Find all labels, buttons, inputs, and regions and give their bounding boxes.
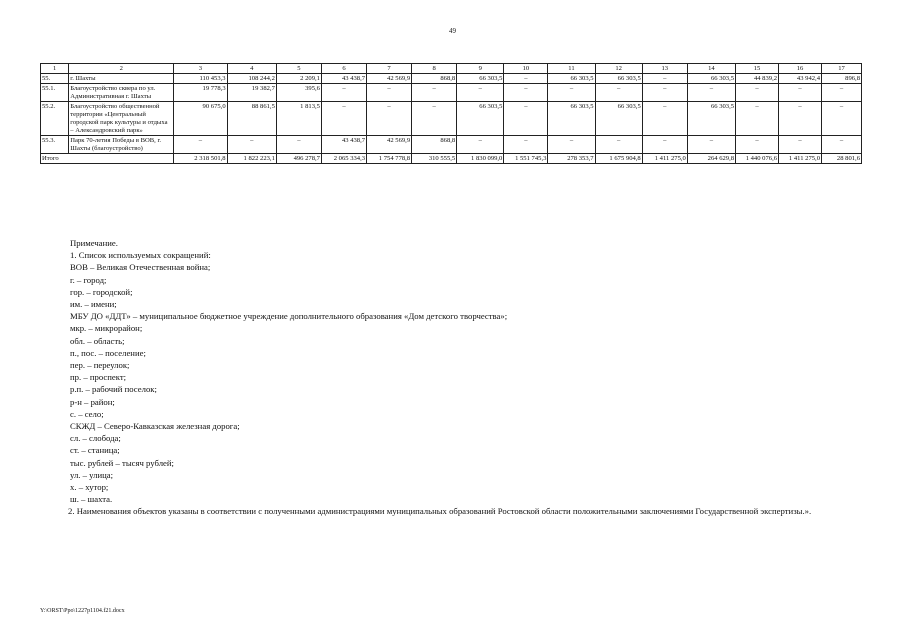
abbreviation-item: р-н – район; xyxy=(70,396,115,407)
table-cell: – xyxy=(595,136,642,154)
table-cell: – xyxy=(412,84,457,102)
total-cell: 1 551 745,3 xyxy=(504,154,548,164)
column-number: 5 xyxy=(276,64,321,74)
table-cell: – xyxy=(822,136,862,154)
column-number: 17 xyxy=(822,64,862,74)
total-cell: 496 278,7 xyxy=(276,154,321,164)
total-label: Итого xyxy=(41,154,174,164)
table-cell: 66 303,5 xyxy=(457,74,504,84)
footer-file-path: Y:\ORST\Ppo\1227p1104.f21.docx xyxy=(40,608,125,614)
table-cell: 868,8 xyxy=(412,74,457,84)
row-number: 55.2. xyxy=(41,102,69,136)
table-cell: – xyxy=(504,102,548,136)
column-number: 14 xyxy=(687,64,735,74)
table-cell: 108 244,2 xyxy=(227,74,276,84)
table-cell: 66 303,5 xyxy=(595,74,642,84)
table-cell: 2 209,1 xyxy=(276,74,321,84)
table-cell: – xyxy=(457,136,504,154)
notes-section xyxy=(70,237,862,518)
total-cell: 1 822 223,1 xyxy=(227,154,276,164)
abbreviation-item: мкр. – микрорайон; xyxy=(70,323,143,334)
table-cell: – xyxy=(687,136,735,154)
table-cell: 19 382,7 xyxy=(227,84,276,102)
column-number: 2 xyxy=(69,64,174,74)
object-name: Благоустройство общественной территории «Центральный городской парк культуры и отдыха – Александровский парк» xyxy=(69,102,174,136)
table-cell: 66 303,5 xyxy=(457,102,504,136)
abbreviation-item: им. – имени; xyxy=(70,299,117,310)
table-cell: 110 453,3 xyxy=(174,74,227,84)
table-cell: 66 303,5 xyxy=(687,102,735,136)
table-cell: – xyxy=(822,102,862,136)
table-cell: – xyxy=(457,84,504,102)
table-cell: – xyxy=(276,136,321,154)
column-number: 4 xyxy=(227,64,276,74)
table-row xyxy=(41,74,862,84)
table-cell: 43 942,4 xyxy=(779,74,822,84)
abbreviation-item: с. – село; xyxy=(70,408,104,419)
table-cell: – xyxy=(367,84,412,102)
table-cell: 19 778,3 xyxy=(174,84,227,102)
object-name: г. Шахты xyxy=(69,74,174,84)
row-number: 55.3. xyxy=(41,136,69,154)
table-cell: – xyxy=(779,102,822,136)
total-cell: 2 065 334,3 xyxy=(321,154,366,164)
total-cell: 28 801,6 xyxy=(822,154,862,164)
budget-table xyxy=(40,63,862,164)
table-cell: 42 569,9 xyxy=(367,74,412,84)
total-cell: 2 318 501,8 xyxy=(174,154,227,164)
table-cell: 66 303,5 xyxy=(687,74,735,84)
table-cell: 66 303,5 xyxy=(595,102,642,136)
total-cell: 310 555,5 xyxy=(412,154,457,164)
table-cell: – xyxy=(642,102,687,136)
abbreviation-item: пр. – проспект; xyxy=(70,372,127,383)
note-item-2: 2. Наименования объектов указаны в соответствии с полученными администрациями муниципальных образований Ростовской области положительными заключениями Государственной экспертизы.». xyxy=(68,506,812,517)
abbreviation-item: обл. – область; xyxy=(70,335,125,346)
table-cell: – xyxy=(321,84,366,102)
table-cell: – xyxy=(736,102,779,136)
table-column-numbers-row xyxy=(41,64,862,74)
table-cell: 88 861,5 xyxy=(227,102,276,136)
table-cell: – xyxy=(642,74,687,84)
object-name: Парк 70-летия Победы в ВОВ, г. Шахты (благоустройство) xyxy=(69,136,174,154)
table-cell: – xyxy=(779,136,822,154)
column-number: 9 xyxy=(457,64,504,74)
abbreviation-item: сл. – слобода; xyxy=(70,433,121,444)
total-cell: 1 440 076,6 xyxy=(736,154,779,164)
table-cell: 395,6 xyxy=(276,84,321,102)
page-number: 49 xyxy=(449,27,456,35)
abbreviations-title: 1. Список используемых сокращений: xyxy=(70,250,211,261)
table-cell: – xyxy=(321,102,366,136)
table-cell: 868,8 xyxy=(412,136,457,154)
column-number: 10 xyxy=(504,64,548,74)
abbreviation-item: ул. – улица; xyxy=(70,469,114,480)
table-cell: – xyxy=(174,136,227,154)
column-number: 11 xyxy=(548,64,595,74)
row-number: 55. xyxy=(41,74,69,84)
total-cell: 1 830 099,0 xyxy=(457,154,504,164)
abbreviation-item: ВОВ – Великая Отечественная война; xyxy=(70,262,211,273)
total-cell: 1 675 904,8 xyxy=(595,154,642,164)
column-number: 7 xyxy=(367,64,412,74)
table-cell: – xyxy=(595,84,642,102)
object-name: Благоустройство сквера по ул. Административная г. Шахты xyxy=(69,84,174,102)
column-number: 6 xyxy=(321,64,366,74)
total-cell: 1 754 778,8 xyxy=(367,154,412,164)
column-number: 13 xyxy=(642,64,687,74)
table-cell: – xyxy=(504,84,548,102)
table-cell: – xyxy=(642,136,687,154)
abbreviation-item: п., пос. – поселение; xyxy=(70,347,146,358)
abbreviation-item: пер. – переулок; xyxy=(70,360,130,371)
table-cell: – xyxy=(548,84,595,102)
column-number: 3 xyxy=(174,64,227,74)
table-cell: 44 839,2 xyxy=(736,74,779,84)
table-cell: – xyxy=(779,84,822,102)
abbreviation-item: ш. – шахта. xyxy=(70,494,113,505)
table-cell: – xyxy=(504,136,548,154)
abbreviation-item: ст. – станица; xyxy=(70,445,120,456)
table-cell: 896,8 xyxy=(822,74,862,84)
column-number: 8 xyxy=(412,64,457,74)
table-row xyxy=(41,84,862,102)
total-cell: 1 411 275,0 xyxy=(642,154,687,164)
column-number: 15 xyxy=(736,64,779,74)
abbreviation-item: г. – город; xyxy=(70,274,107,285)
table-cell: – xyxy=(504,74,548,84)
table-cell: – xyxy=(822,84,862,102)
table-cell: 42 569,9 xyxy=(367,136,412,154)
table-row xyxy=(41,102,862,136)
column-number: 16 xyxy=(779,64,822,74)
total-cell: 264 629,8 xyxy=(687,154,735,164)
table-cell: 66 303,5 xyxy=(548,74,595,84)
table-cell: – xyxy=(642,84,687,102)
table-cell: – xyxy=(548,136,595,154)
total-cell: 278 353,7 xyxy=(548,154,595,164)
table-cell: 66 303,5 xyxy=(548,102,595,136)
column-number: 12 xyxy=(595,64,642,74)
row-number: 55.1. xyxy=(41,84,69,102)
abbreviation-item: тыс. рублей – тысяч рублей; xyxy=(70,457,174,468)
abbreviation-item: р.п. – рабочий поселок; xyxy=(70,384,157,395)
table-cell: – xyxy=(736,84,779,102)
abbreviation-item: гор. – городской; xyxy=(70,286,133,297)
table-cell: – xyxy=(227,136,276,154)
table-cell: 90 675,0 xyxy=(174,102,227,136)
column-number: 1 xyxy=(41,64,69,74)
table-cell: – xyxy=(687,84,735,102)
table-cell: – xyxy=(736,136,779,154)
abbreviation-item: СКЖД – Северо-Кавказская железная дорога; xyxy=(70,421,240,432)
table-total-row xyxy=(41,154,862,164)
table-cell: 1 813,5 xyxy=(276,102,321,136)
notes-heading: Примечание. xyxy=(70,238,118,248)
table-cell: – xyxy=(367,102,412,136)
table-row xyxy=(41,136,862,154)
total-cell: 1 411 275,0 xyxy=(779,154,822,164)
table-cell: 43 438,7 xyxy=(321,74,366,84)
table-cell: 43 438,7 xyxy=(321,136,366,154)
abbreviation-item: МБУ ДО «ДДТ» – муниципальное бюджетное учреждение дополнительного образования «Дом детского творчества»; xyxy=(70,311,508,322)
abbreviation-item: х. – хутор; xyxy=(70,482,109,493)
table-cell: – xyxy=(412,102,457,136)
